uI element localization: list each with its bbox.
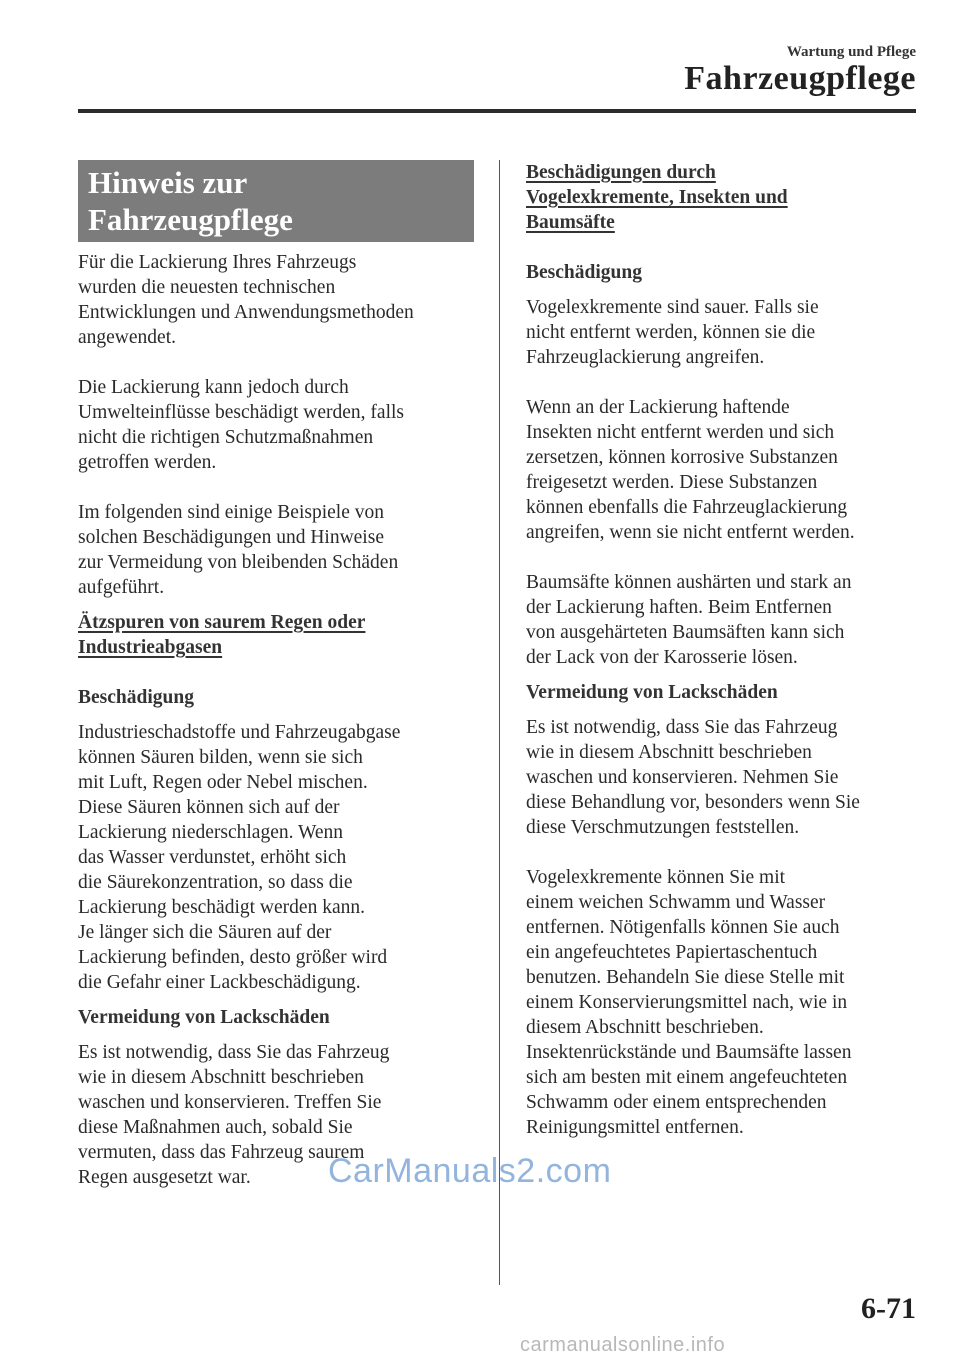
text-line: Schwamm oder einem entsprechenden	[526, 1092, 827, 1113]
text-line: der Lack von der Karosserie lösen.	[526, 647, 798, 668]
text-line: einem weichen Schwamm und Wasser	[526, 892, 826, 913]
damage-paragraph	[526, 295, 918, 370]
damage-heading: Beschädigung	[526, 262, 642, 283]
section-name: Wartung und Pflege	[786, 44, 916, 60]
text-line: wie in diesem Abschnitt beschrieben	[78, 1067, 364, 1088]
text-line: Insekten nicht entfernt werden und sich	[526, 422, 835, 443]
text-line: Umwelteinflüsse beschädigt werden, falls	[78, 402, 404, 423]
topic-line: Vogelexkremente, Insekten und	[526, 187, 788, 208]
text-line: das Wasser verdunstet, erhöht sich	[78, 847, 347, 868]
prevention-paragraph	[526, 865, 918, 1140]
text-line: die Gefahr einer Lackbeschädigung.	[78, 972, 361, 993]
column-divider	[499, 160, 500, 1285]
text-line: vermuten, dass das Fahrzeug saurem	[78, 1142, 365, 1163]
text-line: Die Lackierung kann jedoch durch	[78, 377, 349, 398]
topic-heading	[78, 610, 474, 660]
watermark-primary[interactable]: CarManuals2.com	[328, 1152, 612, 1190]
text-line: diesem Abschnitt beschrieben.	[526, 1017, 764, 1038]
topic-line: Baumsäfte	[526, 212, 615, 233]
text-line: mit Luft, Regen oder Nebel mischen.	[78, 772, 368, 793]
text-line: Diese Säuren können sich auf der	[78, 797, 340, 818]
topic-heading	[526, 160, 918, 235]
text-line: Lackierung befinden, desto größer wird	[78, 947, 388, 968]
text-line: Industrieschadstoffe und Fahrzeugabgase	[78, 722, 401, 743]
text-line: diese Behandlung vor, besonders wenn Sie	[526, 792, 860, 813]
watermark-secondary[interactable]: carmanualsonline.info	[520, 1334, 726, 1356]
text-line: aufgeführt.	[78, 577, 165, 598]
text-line: angreifen, wenn sie nicht entfernt werden.	[526, 522, 855, 543]
banner-line: Hinweis zur	[88, 165, 248, 200]
text-line: zersetzen, können korrosive Substanzen	[526, 447, 838, 468]
text-line: nicht die richtigen Schutzmaßnahmen	[78, 427, 374, 448]
text-line: Reinigungsmittel entfernen.	[526, 1117, 744, 1138]
text-line: Baumsäfte können aushärten und stark an	[526, 572, 852, 593]
chapter-title: Fahrzeugpflege	[684, 60, 916, 97]
text-line: zur Vermeidung von bleibenden Schäden	[78, 552, 399, 573]
text-line: Im folgenden sind einige Beispiele von	[78, 502, 384, 523]
text-line: getroffen werden.	[78, 452, 217, 473]
text-line: der Lackierung haften. Beim Entfernen	[526, 597, 832, 618]
text-line: waschen und konservieren. Nehmen Sie	[526, 767, 839, 788]
text-line: Es ist notwendig, dass Sie das Fahrzeug	[526, 717, 838, 738]
prevention-heading: Vermeidung von Lackschäden	[78, 1007, 330, 1028]
damage-heading: Beschädigung	[78, 687, 194, 708]
prevention-paragraph	[526, 715, 918, 840]
text-line: von ausgehärteten Baumsäften kann sich	[526, 622, 845, 643]
text-line: ein angefeuchtetes Papiertaschentuch	[526, 942, 818, 963]
text-line: entfernen. Nötigenfalls können Sie auch	[526, 917, 840, 938]
intro-paragraph	[78, 375, 474, 475]
text-line: einem Konservierungsmittel nach, wie in	[526, 992, 848, 1013]
topic-line: Beschädigungen durch	[526, 162, 716, 183]
text-line: Für die Lackierung Ihres Fahrzeugs	[78, 252, 357, 273]
section-banner	[78, 160, 474, 242]
text-line: Regen ausgesetzt war.	[78, 1167, 251, 1188]
text-line: Fahrzeuglackierung angreifen.	[526, 347, 765, 368]
text-line: Vogelexkremente sind sauer. Falls sie	[526, 297, 819, 318]
damage-paragraph	[526, 570, 918, 670]
text-line: sich am besten mit einem angefeuchteten	[526, 1067, 848, 1088]
text-line: wie in diesem Abschnitt beschrieben	[526, 742, 812, 763]
intro-paragraph	[78, 500, 474, 600]
damage-paragraph	[78, 720, 474, 995]
text-line: Vogelexkremente können Sie mit	[526, 867, 786, 888]
right-column	[526, 160, 918, 1140]
damage-paragraph	[526, 395, 918, 545]
banner-line: Fahrzeugpflege	[88, 202, 293, 237]
text-line: können ebenfalls die Fahrzeuglackierung	[526, 497, 848, 518]
text-line: Insektenrückstände und Baumsäfte lassen	[526, 1042, 852, 1063]
text-line: Lackierung beschädigt werden kann.	[78, 897, 365, 918]
left-column	[78, 160, 474, 1190]
text-line: können Säuren bilden, wenn sie sich	[78, 747, 363, 768]
text-line: benutzen. Behandeln Sie diese Stelle mit	[526, 967, 845, 988]
text-line: Je länger sich die Säuren auf der	[78, 922, 332, 943]
text-line: diese Verschmutzungen feststellen.	[526, 817, 800, 838]
text-line: Es ist notwendig, dass Sie das Fahrzeug	[78, 1042, 390, 1063]
text-line: Entwicklungen und Anwendungsmethoden	[78, 302, 414, 323]
text-line: diese Maßnahmen auch, sobald Sie	[78, 1117, 353, 1138]
header-rule	[78, 109, 916, 113]
text-line: die Säurekonzentration, so dass die	[78, 872, 353, 893]
topic-line: Industrieabgasen	[78, 637, 223, 658]
text-line: Lackierung niederschlagen. Wenn	[78, 822, 344, 843]
text-line: waschen und konservieren. Treffen Sie	[78, 1092, 382, 1113]
text-line: angewendet.	[78, 327, 176, 348]
intro-paragraph	[78, 250, 474, 350]
prevention-heading: Vermeidung von Lackschäden	[526, 682, 778, 703]
text-line: Wenn an der Lackierung haftende	[526, 397, 790, 418]
text-line: solchen Beschädigungen und Hinweise	[78, 527, 384, 548]
topic-line: Ätzspuren von saurem Regen oder	[78, 612, 366, 633]
page-number: 6-71	[861, 1292, 916, 1325]
text-line: freigesetzt werden. Diese Substanzen	[526, 472, 818, 493]
text-line: nicht entfernt werden, können sie die	[526, 322, 816, 343]
text-line: wurden die neuesten technischen	[78, 277, 336, 298]
